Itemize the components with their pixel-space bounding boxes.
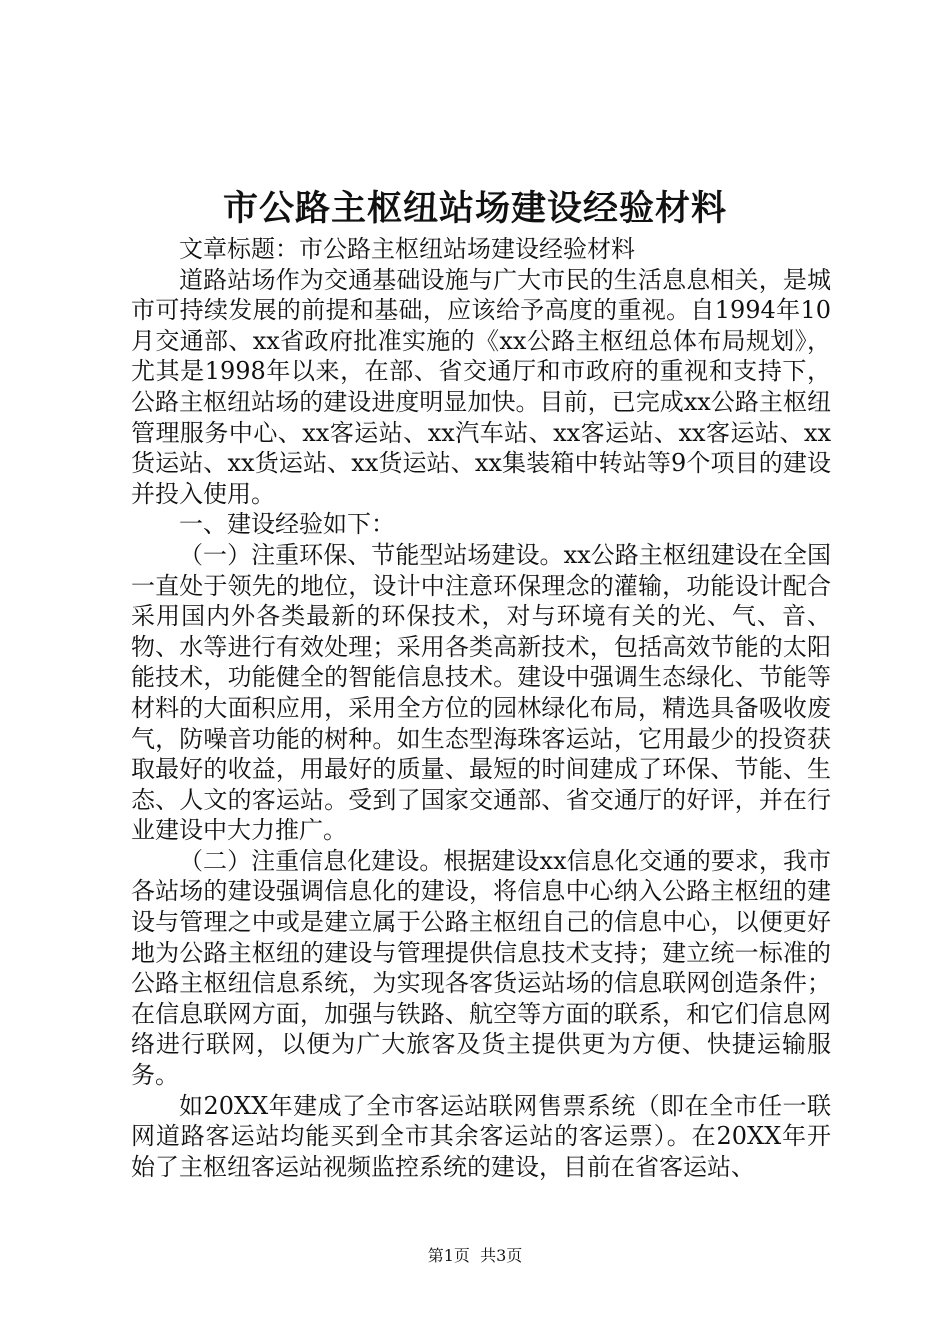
paragraph-section-heading: 一、建设经验如下： xyxy=(179,510,395,539)
paragraph-point-one: （一）注重环保、节能型站场建设。xx公路主枢纽建设在全国一直处于领先的地位，设计中注意环保理念的灌输，功能设计配合采用国内外各类最新的环保技术，对与环境有关的光、气、音、物、水等进行有效处理；采用各类高新技术，包括高效节能的太阳能技术，功能健全的智能信息技术。建设中强调生态绿化、节能等材料的大面积应用，采用全方位的园林绿化布局，精选具备吸收废气，防噪音功能的树种。如生态型海珠客运站，它用最少的投资获取最好的收益，用最好的质量、最短的时间建成了环保、节能、生态、人文的客运站。受到了国家交通部、省交通厅的好评，并在行业建设中大力推广。 xyxy=(131,540,831,845)
paragraph-example: 如20XX年建成了全市客运站联网售票系统（即在全市任一联网道路客运站均能买到全市其余客运站的客运票）。在20XX年开始了主枢纽客运站视频监控系统的建设，目前在省客运站、 xyxy=(131,1091,831,1181)
paragraph-intro: 道路站场作为交通基础设施与广大市民的生活息息相关，是城市可持续发展的前提和基础，应该给予高度的重视。自1994年10月交通部、xx省政府批准实施的《xx公路主枢纽总体布局规划》，尤其是1998年以来，在部、省交通厅和市政府的重视和支持下，公路主枢纽站场的建设进度明显加快。目前，已完成xx公路主枢纽管理服务中心、xx客运站、xx汽车站、xx客运站、xx客运站、xx货运站、xx货运站、xx货运站、xx集装箱中转站等9个项目的建设并投入使用。 xyxy=(131,265,831,508)
document-title: 市公路主枢纽站场建设经验材料 xyxy=(222,188,727,229)
paragraph-point-two: （二）注重信息化建设。根据建设xx信息化交通的要求，我市各站场的建设强调信息化的建设，将信息中心纳入公路主枢纽的建设与管理之中或是建立属于公路主枢纽自己的信息中心，以便更好地为公路主枢纽的建设与管理提供信息技术支持；建立统一标准的公路主枢纽信息系统，为实现各客货运站场的信息联网创造条件；在信息联网方面，加强与铁路、航空等方面的联系，和它们信息网络进行联网，以便为广大旅客及货主提供更为方便、快捷运输服务。 xyxy=(131,846,831,1090)
document-body xyxy=(131,234,831,1182)
page-number-footer: 第1页 共3页 xyxy=(427,1246,523,1265)
paragraph-article-title: 文章标题：市公路主枢纽站场建设经验材料 xyxy=(179,235,635,263)
